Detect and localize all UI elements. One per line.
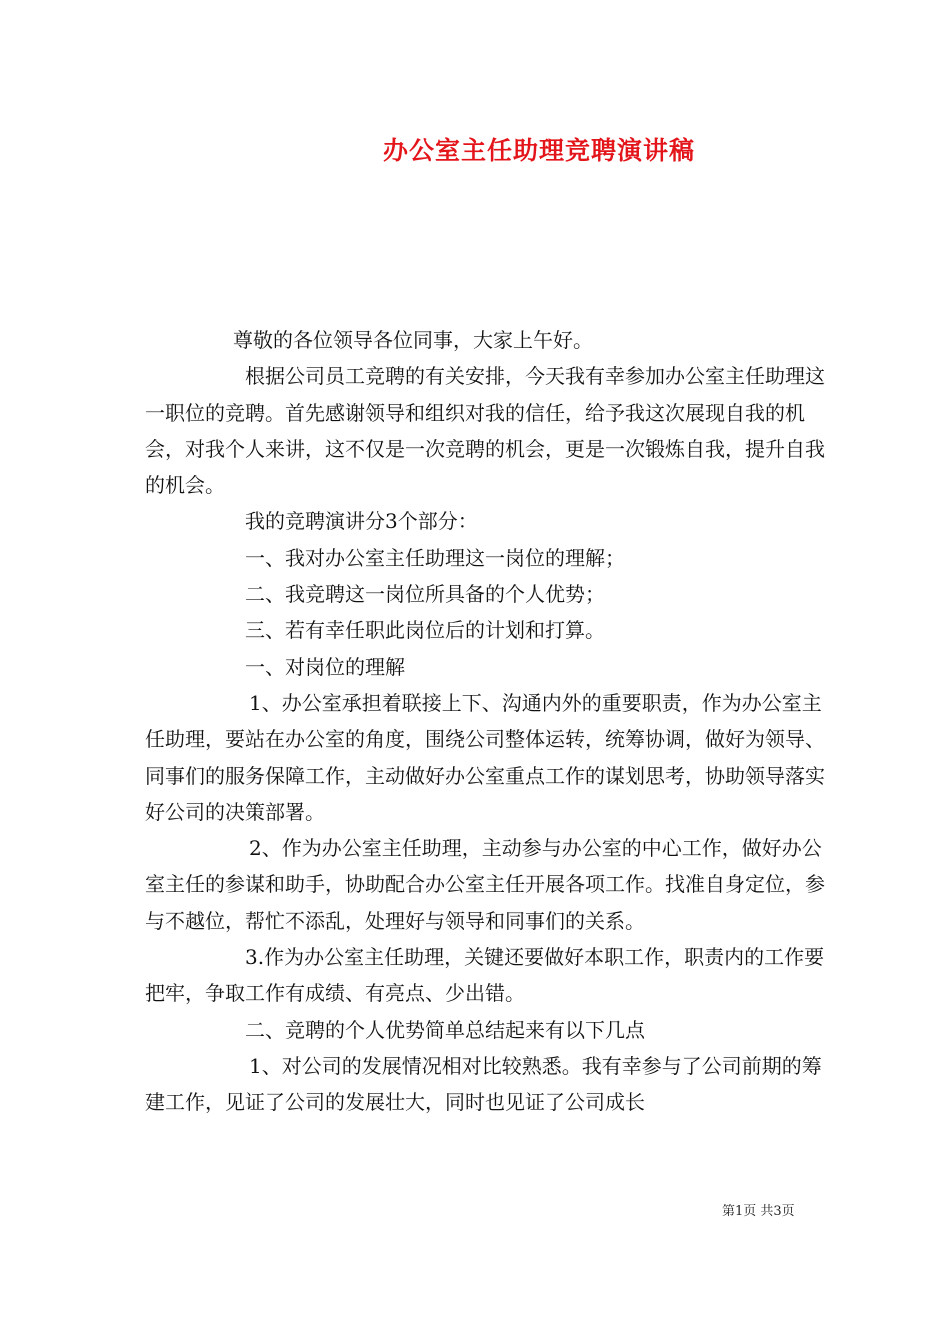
paragraph: 2、作为办公室主任助理，主动参与办公室的中心工作，做好办公室主任的参谋和助手，协助配合办公室主任开展各项工作。找准自身定位，参与不越位，帮忙不添乱，处理好与领导和同事们的关系。 bbox=[145, 836, 825, 933]
section-heading: 一、对岗位的理解 bbox=[245, 654, 405, 679]
outline-item: 二、我竞聘这一岗位所具备的个人优势； bbox=[245, 582, 605, 607]
paragraph: 1、办公室承担着联接上下、沟通内外的重要职责，作为办公室主任助理，要站在办公室的角度，围绕公司整体运转，统筹协调，做好为领导、同事们的服务保障工作，主动做好办公室重点工作的谋划思考，协助领导落实好公司的决策部署。 bbox=[145, 690, 825, 824]
document-body bbox=[145, 322, 825, 1121]
outline-item: 三、若有幸任职此岗位后的计划和打算。 bbox=[245, 618, 605, 643]
greeting-paragraph: 尊敬的各位领导各位同事，大家上午好。 bbox=[233, 328, 593, 352]
paragraph: 3.作为办公室主任助理，关键还要做好本职工作，职责内的工作要把牢，争取工作有成绩、有亮点、少出错。 bbox=[145, 945, 825, 1006]
outline-item: 一、我对办公室主任助理这一岗位的理解； bbox=[245, 545, 625, 570]
paragraph: 根据公司员工竞聘的有关安排，今天我有幸参加办公室主任助理这一职位的竞聘。首先感谢领导和组织对我的信任，给予我这次展现自我的机会，对我个人来讲，这不仅是一次竞聘的机会，更是一次锻炼自我，提升自我的机会。 bbox=[145, 364, 825, 498]
page-number: 第1页 共3页 bbox=[722, 1204, 795, 1219]
document-title: 办公室主任助理竞聘演讲稿 bbox=[382, 136, 695, 165]
section-heading: 二、竞聘的个人优势简单总结起来有以下几点 bbox=[245, 1017, 645, 1042]
paragraph: 我的竞聘演讲分3个部分： bbox=[245, 509, 478, 534]
paragraph: 1、对公司的发展情况相对比较熟悉。我有幸参与了公司前期的筹建工作，见证了公司的发展壮大，同时也见证了公司成长 bbox=[145, 1053, 822, 1115]
